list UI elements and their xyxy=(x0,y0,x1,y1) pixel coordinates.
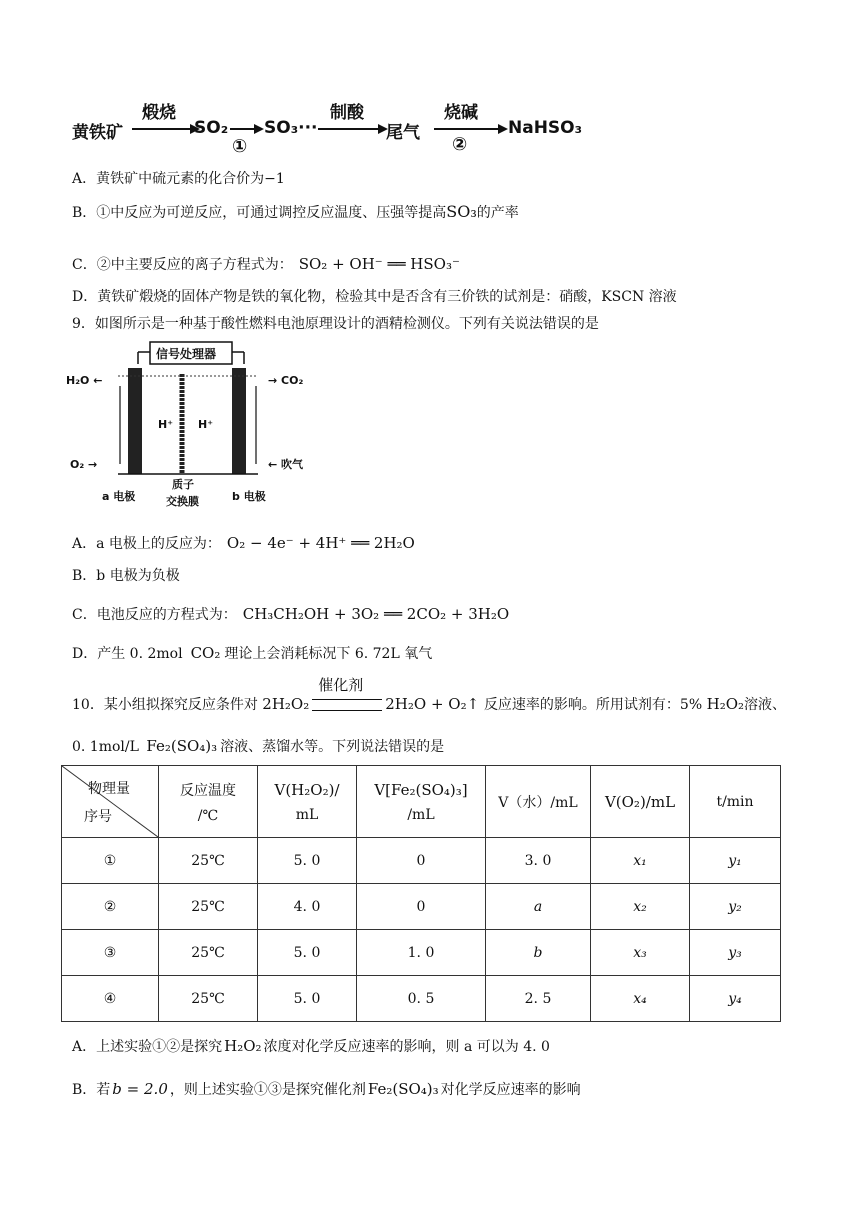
flow-marker-2: ② xyxy=(452,134,468,155)
header-vfe-l1: V[Fe₂(SO₄)₃] xyxy=(374,780,468,799)
q10-h2o2: H₂O₂ xyxy=(706,695,745,713)
q10-eq-arrow xyxy=(312,676,382,711)
table-corner-cell xyxy=(62,766,159,838)
q8-option-b xyxy=(72,202,519,222)
q10-equation xyxy=(262,676,484,713)
header-vwater xyxy=(486,766,591,838)
flow-arrow-2 xyxy=(230,122,266,136)
header-vfe xyxy=(357,766,486,838)
table-row xyxy=(62,930,781,976)
q9-option-a-equation: O₂ − 4e⁻ + 4H⁺ ══ 2H₂O xyxy=(226,534,415,552)
flow-so2: SO₂ xyxy=(194,118,229,138)
q8-option-d: D．黄铁矿煅烧的固体产物是铁的氧化物，检验其中是否含有三价铁的试剂是：硝酸，KSCN 溶液 xyxy=(72,289,677,305)
cell-vh2o2: 4. 0 xyxy=(258,884,357,930)
q8-option-b-formula: SO₃ xyxy=(446,202,477,221)
q10-eq-right: 2H₂O + O₂↑ xyxy=(385,695,480,713)
cell-time: y₃ xyxy=(690,930,781,976)
cell-vfe: 0 xyxy=(357,884,486,930)
header-temp-l1: 反应温度 xyxy=(180,782,236,799)
q10-catalyst: 催化剂 xyxy=(318,676,364,694)
cell-vo2: x₁ xyxy=(591,838,690,884)
flow-marker-1: ① xyxy=(232,136,248,157)
cell-time: y₁ xyxy=(690,838,781,884)
processor-label: 信号处理器 xyxy=(156,347,217,361)
cell-temp: 25℃ xyxy=(159,838,258,884)
cell-temp: 25℃ xyxy=(159,976,258,1022)
o2-inlet: O₂ → xyxy=(70,458,98,471)
breath-inlet: ← 吹气 xyxy=(268,458,304,471)
cell-vwater: a xyxy=(486,884,591,930)
q9-option-c-equation: CH₃CH₂OH + 3O₂ ══ 2CO₂ + 3H₂O xyxy=(242,605,510,623)
q9-option-d xyxy=(72,643,432,663)
q9-option-c-text: C．电池反应的方程式为： xyxy=(72,607,237,623)
header-vh2o2-l2: mL xyxy=(295,806,319,823)
header-time xyxy=(690,766,781,838)
q10-option-b-formula: Fe₂(SO₄)₃ xyxy=(367,1080,439,1098)
q10-fe-formula: Fe₂(SO₄)₃ xyxy=(146,737,218,755)
header-vfe-l2: /mL xyxy=(407,806,435,823)
q10-stem-tail: 溶液、蒸馏水等。下列说法错误的是 xyxy=(220,739,445,755)
q8-option-c xyxy=(72,254,460,274)
cell-vfe: 0 xyxy=(357,838,486,884)
cell-vwater: 2. 5 xyxy=(486,976,591,1022)
q9-option-d-tail: 理论上会消耗标况下 6. 72L 氧气 xyxy=(224,646,433,662)
cell-vh2o2: 5. 0 xyxy=(258,838,357,884)
cell-vh2o2: 5. 0 xyxy=(258,976,357,1022)
proton-label-2: H⁺ xyxy=(198,418,214,431)
table-header-row xyxy=(62,766,781,838)
proton-label-1: H⁺ xyxy=(158,418,174,431)
cell-vh2o2: 5. 0 xyxy=(258,930,357,976)
cell-vo2: x₂ xyxy=(591,884,690,930)
process-flow xyxy=(72,96,592,158)
cell-vo2: x₃ xyxy=(591,930,690,976)
header-temp xyxy=(159,766,258,838)
cell-vwater: b xyxy=(486,930,591,976)
q10-option-b-condition: b = 2.0 xyxy=(112,1080,168,1098)
membrane-label-2: 交换膜 xyxy=(166,495,199,508)
header-vo2-l1: V(O₂)/mL xyxy=(604,792,676,811)
q8-option-a: A．黄铁矿中硫元素的化合价为−1 xyxy=(72,171,285,187)
electrode-b-label: b 电极 xyxy=(232,490,266,503)
cell-vo2: x₄ xyxy=(591,976,690,1022)
q10-option-a-tail: 浓度对化学反应速率的影响，则 a 可以为 4. 0 xyxy=(263,1039,550,1055)
flow-tail-gas: 尾气 xyxy=(386,123,420,143)
fuel-cell-diagram xyxy=(66,340,316,510)
q10-stem-line1 xyxy=(72,676,787,714)
cell-index: ④ xyxy=(62,976,159,1022)
q8-option-b-text: B．①中反应为可逆反应，可通过调控反应温度、压强等提高 xyxy=(72,205,447,221)
cell-time: y₂ xyxy=(690,884,781,930)
membrane-label-1: 质子 xyxy=(172,478,194,491)
q8-option-b-tail: 的产率 xyxy=(476,205,519,221)
q10-option-b-tail: 对化学反应速率的影响 xyxy=(440,1082,581,1098)
electrode-a-label: a 电极 xyxy=(102,490,136,503)
corner-top-label: 物理量 xyxy=(88,781,130,797)
table-row xyxy=(62,884,781,930)
experiment-table xyxy=(61,765,781,1022)
q10-conc: 0. 1mol/L xyxy=(72,739,139,755)
header-vh2o2 xyxy=(258,766,357,838)
flow-arrow-label-acid: 制酸 xyxy=(330,103,364,123)
q10-stem-text: 10．某小组拟探究反应条件对 xyxy=(72,697,258,713)
q10-option-b-text: B．若 xyxy=(72,1082,111,1098)
flow-so3: SO₃··· xyxy=(264,118,318,138)
corner-bottom-label: 序号 xyxy=(84,809,112,825)
header-temp-l2: /℃ xyxy=(197,807,219,824)
q10-option-a-formula: H₂O₂ xyxy=(224,1037,262,1055)
q10-stem-end: 溶液、 xyxy=(744,697,787,713)
q10-stem-line2 xyxy=(72,736,444,756)
header-vh2o2-l1: V(H₂O₂)/ xyxy=(274,780,340,799)
table-row xyxy=(62,976,781,1022)
table-row xyxy=(62,838,781,884)
q9-option-c xyxy=(72,604,509,624)
q10-eq-left: 2H₂O₂ xyxy=(262,695,310,713)
co2-outlet: → CO₂ xyxy=(268,374,304,387)
q9-stem: 9．如图所示是一种基于酸性燃料电池原理设计的酒精检测仪。下列有关说法错误的是 xyxy=(72,316,599,332)
cell-temp: 25℃ xyxy=(159,930,258,976)
cell-vfe: 0. 5 xyxy=(357,976,486,1022)
flow-arrow-label-calcine: 煅烧 xyxy=(142,103,176,123)
cell-vwater: 3. 0 xyxy=(486,838,591,884)
q9-option-a xyxy=(72,533,415,553)
corner-diagonal xyxy=(62,766,158,837)
q10-option-b-mid: ，则上述实验①③是探究催化剂 xyxy=(169,1082,366,1098)
q9-option-d-text: D．产生 0. 2mol xyxy=(72,646,183,662)
header-vo2 xyxy=(591,766,690,838)
cell-time: y₄ xyxy=(690,976,781,1022)
cell-index: ③ xyxy=(62,930,159,976)
q9-option-d-formula: CO₂ xyxy=(190,644,221,662)
q10-stem-mid: 反应速率的影响。所用试剂有：5% xyxy=(483,697,703,713)
cell-vfe: 1. 0 xyxy=(357,930,486,976)
flow-arrow-3 xyxy=(318,122,390,136)
cell-index: ② xyxy=(62,884,159,930)
q10-option-a xyxy=(72,1036,550,1056)
q8-option-c-equation: SO₂ + OH⁻ ══ HSO₃⁻ xyxy=(298,255,460,273)
header-time-l1: t/min xyxy=(716,793,754,810)
q10-option-a-text: A．上述实验①②是探究 xyxy=(72,1039,223,1055)
flow-arrow-4 xyxy=(434,122,510,136)
q9-option-a-text: A．a 电极上的反应为： xyxy=(72,536,221,552)
cell-temp: 25℃ xyxy=(159,884,258,930)
flow-pyrite: 黄铁矿 xyxy=(72,123,123,143)
q8-option-c-text: C．②中主要反应的离子方程式为： xyxy=(72,257,293,273)
q10-option-b xyxy=(72,1079,581,1099)
cell-index: ① xyxy=(62,838,159,884)
header-vwater-l1: V（水）/mL xyxy=(498,794,578,811)
q9-option-b: B．b 电极为负极 xyxy=(72,568,180,584)
flow-arrow-1 xyxy=(132,122,202,136)
h2o-outlet: H₂O ← xyxy=(66,374,103,387)
flow-arrow-label-caustic: 烧碱 xyxy=(444,103,478,123)
flow-nahso3: NaHSO₃ xyxy=(508,118,583,138)
